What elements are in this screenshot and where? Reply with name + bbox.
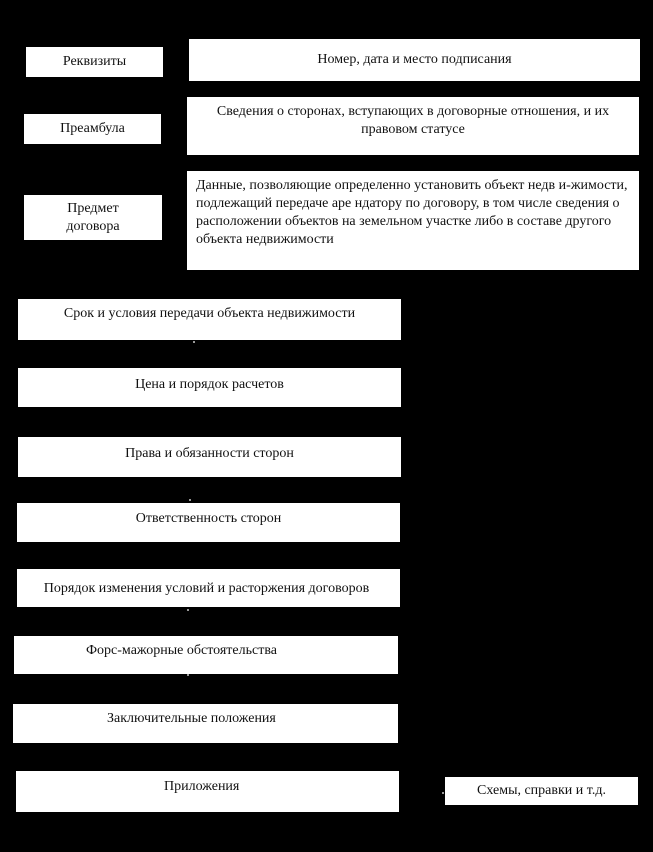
connector-dot xyxy=(187,674,189,676)
node-force-majeure xyxy=(14,636,398,674)
node-appendices xyxy=(16,771,399,812)
node-rekvizity-label: Реквизиты xyxy=(62,54,127,69)
node-preambula-description xyxy=(187,97,639,155)
node-price xyxy=(18,368,401,407)
node-preambula xyxy=(24,114,161,144)
node-liability xyxy=(17,503,400,542)
node-force-majeure-label: Форс-мажорные обстоятельства xyxy=(86,643,277,658)
node-final-provisions xyxy=(13,704,398,743)
connector-dot xyxy=(442,792,444,794)
node-transfer-terms-label: Срок и условия передачи объекта недвижимости xyxy=(63,306,356,321)
node-predmet-description-text: Данные, позволяющие определенно установить объект недв и-жимости, подлежащий передаче аре ндатору по договору, в том числе сведения о расположении объектов на земельном участке либо в составе другого объекта недвижимости xyxy=(196,178,628,247)
node-rights-obligations-label: Права и обязанности сторон xyxy=(125,446,294,461)
node-amendment-termination-label: Порядок изменения условий и расторжения договоров xyxy=(43,581,370,596)
node-appendices-description-text: Схемы, справки и т.д. xyxy=(477,783,606,798)
node-appendices-description xyxy=(445,777,638,805)
node-rekvizity xyxy=(26,47,163,77)
node-rights-obligations xyxy=(18,437,401,477)
connector-dot xyxy=(187,609,189,611)
node-amendment-termination xyxy=(17,569,400,607)
node-rekvizity-description-text: Номер, дата и место подписания xyxy=(317,52,512,67)
node-rekvizity-description xyxy=(189,39,640,81)
node-preambula-description-text: Сведения о сторонах, вступающих в договорные отношения, и их правовом статусе xyxy=(216,104,610,137)
node-predmet-description xyxy=(187,171,639,270)
node-predmet xyxy=(24,195,162,240)
node-final-provisions-label: Заключительные положения xyxy=(107,711,276,726)
node-liability-label: Ответственность сторон xyxy=(135,511,282,526)
node-preambula-label: Преамбула xyxy=(60,121,125,136)
node-price-label: Цена и порядок расчетов xyxy=(135,377,284,392)
node-appendices-label: Приложения xyxy=(164,779,240,794)
connector-dot xyxy=(193,341,195,343)
node-predmet-label: Предмет договора xyxy=(66,200,120,234)
node-transfer-terms xyxy=(18,299,401,340)
connector-dot xyxy=(189,499,191,501)
